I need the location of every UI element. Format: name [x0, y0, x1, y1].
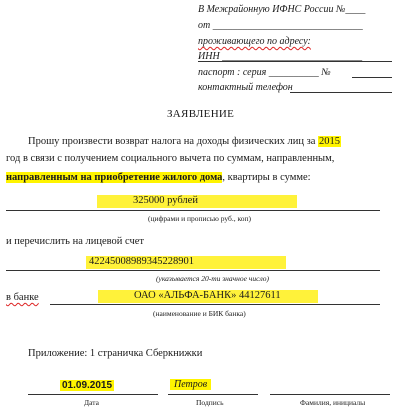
signature-date: 01.09.2015: [62, 380, 113, 391]
amount-caption: (цифрами и прописью руб., коп): [148, 214, 252, 223]
bank-caption: (наименование и БИК банка): [153, 309, 246, 318]
header-line-inn: ИНН ____________________________: [198, 51, 363, 62]
caption-signature: Подпись: [196, 398, 224, 407]
account-number: 42245008989345228901: [89, 256, 194, 267]
body-text-line2: год в связи с получением социального вычета по суммам, направленным,: [6, 153, 335, 164]
header-line-from: от ______________________________: [198, 20, 363, 31]
header-line-address: проживающего по адресу:: [198, 36, 311, 47]
date-line: [28, 394, 158, 395]
page-title: ЗАЯВЛЕНИЕ: [167, 108, 235, 120]
account-line: [6, 270, 380, 271]
body-text-start: Прошу произвести возврат налога на доходы физических лиц за: [28, 136, 316, 147]
caption-date: Дата: [84, 398, 99, 407]
bank-line: [50, 304, 380, 305]
name-line: [270, 394, 390, 395]
header-line-passport: паспорт : серия __________ №: [198, 67, 331, 78]
signature-signer: Петров: [170, 379, 211, 390]
header-line-phone: контактный телефон: [198, 82, 293, 93]
body-text-line3: [6, 172, 311, 183]
header-phone-line: [290, 92, 392, 93]
bank-label: в банке: [6, 292, 39, 303]
tax-year: 2015: [319, 136, 341, 147]
body-text-line1: [28, 136, 341, 147]
attachment-text: Приложение: 1 страничка Сберкнижки: [28, 348, 203, 359]
sign-line: [168, 394, 258, 395]
bank-name: ОАО «АЛЬФА-БАНК» 44127611: [134, 290, 281, 301]
amount-value: 325000 рублей: [133, 195, 198, 206]
purchase-purpose: направленным на приобретение жилого дома: [6, 172, 223, 183]
body-text-end: , квартиры в сумме:: [222, 172, 311, 183]
header-passport-number-line: [352, 77, 392, 78]
transfer-label: и перечислить на лицевой счет: [6, 236, 144, 247]
account-caption: (указывается 20-ти значное число): [156, 274, 270, 283]
header-line-inspection: В Межрайонную ИФНС России №____: [198, 4, 366, 15]
caption-name: Фамилия, инициалы: [300, 398, 366, 407]
amount-line: [6, 210, 380, 211]
